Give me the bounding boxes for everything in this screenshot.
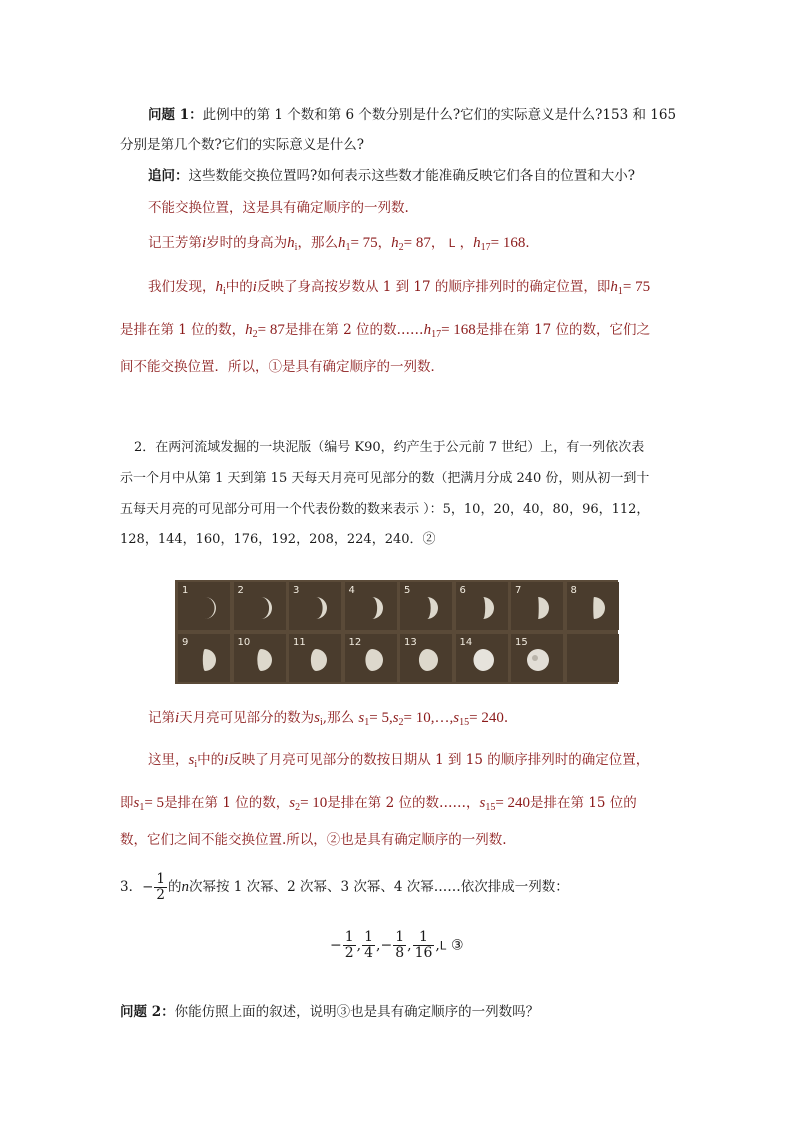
moon-full-disc xyxy=(527,649,549,671)
moon-lit-part xyxy=(205,597,216,619)
sub-1-4: 1 xyxy=(139,802,145,813)
sequence-line xyxy=(330,930,464,961)
t1-num: 1 xyxy=(344,929,354,945)
moon-icon xyxy=(414,647,440,673)
moon-day-number: 7 xyxy=(515,585,522,596)
here-2b: = 5 xyxy=(144,795,165,811)
moon-icon xyxy=(581,595,607,621)
moon-day-number: 8 xyxy=(570,585,577,596)
moon-icon xyxy=(470,647,496,673)
moon-cell xyxy=(511,634,563,682)
sub-2-3: 2 xyxy=(398,717,404,728)
h-prefix: 记王芳第 xyxy=(148,235,202,251)
t4-den: 16 xyxy=(414,945,433,961)
h1-value: = 75 xyxy=(350,235,378,251)
moon-cell xyxy=(567,582,619,630)
moon-icon xyxy=(303,595,329,621)
item2-line-3: 五每天月亮的可见部分可用一个代表份数的数来表示 ）：5，10，20，40，80，96，112， xyxy=(120,502,650,517)
moon-icon xyxy=(470,595,496,621)
moon-lit-part xyxy=(257,649,272,671)
var-s1-2: s xyxy=(133,795,140,811)
q1-line-2 xyxy=(120,133,364,153)
moon-icon xyxy=(525,647,551,673)
t4-num: 1 xyxy=(413,930,435,946)
moon-day-number: 11 xyxy=(293,637,306,648)
var-h17-2: h xyxy=(423,322,432,338)
t3-num: 1 xyxy=(395,929,405,945)
var-s1: s xyxy=(358,710,365,726)
moon-day-number: 2 xyxy=(237,585,244,596)
q2-text: 你能仿照上面的叙述，说明③也是具有确定顺序的一列数吗？ xyxy=(174,1004,540,1020)
var-h1-2: h xyxy=(610,279,618,295)
found-a: 我们发现， xyxy=(148,279,216,295)
found-line-2 xyxy=(120,318,650,340)
sub-i-4: i xyxy=(194,759,198,770)
comma-2: , xyxy=(376,937,381,954)
here-line-1 xyxy=(148,748,649,770)
moon-day-number: 5 xyxy=(404,585,411,596)
found-line-3: 间不能交换位置．所以，①是具有确定顺序的一列数． xyxy=(120,359,444,375)
s-prefix: 记第 xyxy=(148,710,175,726)
moon-icon xyxy=(192,595,218,621)
moon-cell xyxy=(178,582,230,630)
t2-num: 1 xyxy=(364,929,374,945)
tail-glyph: L xyxy=(439,938,447,953)
moon-lit-part xyxy=(473,649,494,671)
followup-text: 这些数能交换位置吗?如何表示这些数才能准确反映它们各自的位置和大小? xyxy=(188,168,635,184)
here-2a: 即 xyxy=(120,795,134,811)
item3-text: 次幂按 1 次幂、2 次幂、3 次幂、4 次幂……依次排成一列数： xyxy=(189,879,569,895)
moon-cell xyxy=(400,582,452,630)
moon-day-number: 4 xyxy=(348,585,355,596)
q1-line-1 xyxy=(148,103,676,123)
moon-phases-image xyxy=(175,580,618,684)
h17-value: = 168 xyxy=(490,235,526,251)
s-middle: 天月亮可见部分的数为 xyxy=(179,710,315,726)
moon-cell xyxy=(289,582,341,630)
h-definition-line: 记王芳第i岁时的身高为$h_i$，那么$h_1= 75$，$h_2= 87$， L ，$h_{17}= 168$． xyxy=(148,235,539,253)
var-s: s xyxy=(314,710,321,726)
moon-mare xyxy=(532,655,538,661)
term-3 xyxy=(393,930,406,961)
fraction-half xyxy=(154,872,167,903)
moon-icon xyxy=(303,647,329,673)
h-middle: 岁时的身高为 xyxy=(206,235,288,251)
moon-cell xyxy=(456,582,508,630)
item2-line-1: 2．在两河流域发掘的一块泥版（编号 K90，约产生于公元前 7 世纪）上，有一列依次表 xyxy=(134,440,645,455)
moon-day-number: 12 xyxy=(348,637,362,648)
moon-day-number: 9 xyxy=(182,637,189,648)
comma-1: , xyxy=(356,937,362,954)
sep-1: ， xyxy=(377,235,392,251)
here-line-2 xyxy=(120,791,637,813)
var-i: i xyxy=(202,235,207,251)
item3-minus: − xyxy=(142,879,154,895)
sep-3: ， xyxy=(459,235,474,251)
sub-i-3: i xyxy=(320,717,323,728)
var-n: n xyxy=(181,879,189,895)
var-s15-2: s xyxy=(479,795,486,811)
empty-cell xyxy=(567,634,619,682)
moon-day-number: 1 xyxy=(182,585,189,596)
frac-num: 1 xyxy=(156,871,165,887)
item3-of: 的 xyxy=(168,879,182,895)
q1-text-a: 此例中的第 1 个数和第 6 个数分别是什么?它们的实际意义是什么?153 和 165 xyxy=(202,107,677,123)
here-2g: 是排在第 15 位的 xyxy=(530,795,637,811)
item2-line-4: 128，144，160，176，192，208，224，240．② xyxy=(120,532,436,547)
s15-value: = 240 xyxy=(469,710,504,726)
circled-3: ③ xyxy=(451,937,464,954)
item3-prefix: 3． xyxy=(120,879,143,895)
sub-2-4: 2 xyxy=(295,802,301,813)
here-a: 这里， xyxy=(148,752,189,768)
here-2f: = 240 xyxy=(495,795,531,811)
s2-value: = 10,…, xyxy=(403,710,454,726)
var-i-2: i xyxy=(252,279,257,295)
s-end: . xyxy=(503,710,509,726)
here-2d: = 10 xyxy=(300,795,328,811)
found-2c: 是排在第 2 位的数…… xyxy=(284,322,424,338)
moon-icon xyxy=(525,595,551,621)
t2-den: 4 xyxy=(364,945,374,961)
found-b: 中的 xyxy=(225,279,253,295)
moon-cell xyxy=(234,634,286,682)
h-then: ，那么 xyxy=(297,235,338,251)
moon-cell xyxy=(234,582,286,630)
moon-day-number: 13 xyxy=(404,637,417,648)
moon-lit-part xyxy=(483,597,494,619)
found-2b: = 87 xyxy=(257,322,285,338)
moon-icon xyxy=(359,595,385,621)
var-h2: h xyxy=(391,235,399,251)
here-c: 反映了月亮可见部分的数按日期从 1 到 15 的顺序排列时的确定位置， xyxy=(228,752,650,768)
moon-cell xyxy=(178,634,230,682)
followup-line xyxy=(148,164,635,184)
term-4 xyxy=(413,930,435,961)
found-line-1 xyxy=(148,275,650,297)
answer-1: 不能交换位置，这是具有确定顺序的一列数. xyxy=(148,200,409,216)
moon-icon xyxy=(192,647,218,673)
item2-line-2: 示一个月中从第 1 天到第 15 天每天月亮可见部分的数（把满月分成 240 份，则从初一到十 xyxy=(120,471,650,486)
var-h2-2: h xyxy=(245,322,253,338)
moon-day-number: 6 xyxy=(459,585,466,596)
var-h17: h xyxy=(473,235,481,251)
sub-i: i xyxy=(294,242,298,253)
sub-1-3: 1 xyxy=(364,717,370,728)
found-eq: = 75 xyxy=(622,279,651,295)
moon-cell xyxy=(289,634,341,682)
var-s2: s xyxy=(392,710,399,726)
q1-text-b: 分别是第几个数?它们的实际意义是什么? xyxy=(120,137,364,153)
found-2e: 是排在第 17 位的数，它们之 xyxy=(475,322,651,338)
sep-2: ， xyxy=(430,235,445,251)
sub-1-2: 1 xyxy=(617,286,623,297)
var-h: h xyxy=(287,235,295,251)
here-2e: 是排在第 2 位的数……， xyxy=(327,795,480,811)
moon-cell xyxy=(345,634,397,682)
ellipsis-glyph: L xyxy=(448,236,456,250)
found-c: 反映了身高按岁数从 1 到 17 的顺序排列时的确定位置，即 xyxy=(256,279,611,295)
sub-i-2: i xyxy=(223,286,226,297)
var-s2-2: s xyxy=(289,795,296,811)
here-2c: 是排在第 1 位的数， xyxy=(164,795,290,811)
var-h1: h xyxy=(337,235,346,251)
moon-icon xyxy=(414,595,440,621)
moon-icon xyxy=(359,647,385,673)
sub-15-2: 15 xyxy=(485,802,496,813)
moon-cell xyxy=(456,634,508,682)
moon-cell xyxy=(345,582,397,630)
moon-lit-part xyxy=(427,597,438,619)
q2-line xyxy=(120,1000,539,1020)
moon-lit-part xyxy=(365,649,383,671)
t1-sign: − xyxy=(330,937,342,954)
moon-cell xyxy=(511,582,563,630)
s1-value: = 5, xyxy=(369,710,393,726)
moon-day-number: 14 xyxy=(459,637,473,648)
var-i-3: i xyxy=(175,710,180,726)
var-h-i: h xyxy=(215,279,223,295)
here-line-3: 数，它们之间不能交换位置.所以，②也是具有确定顺序的一列数. xyxy=(120,832,507,848)
moon-lit-part xyxy=(372,597,383,619)
moon-day-number: 10 xyxy=(237,637,251,648)
var-i-4: i xyxy=(224,752,229,768)
item3-line xyxy=(120,872,569,903)
sub-2-2: 2 xyxy=(252,329,258,340)
t3-den: 8 xyxy=(395,945,405,961)
moon-cell xyxy=(400,634,452,682)
moon-lit-part xyxy=(316,597,327,619)
moon-lit-part xyxy=(593,597,605,619)
var-s15: s xyxy=(453,710,460,726)
t3-sign: − xyxy=(380,937,393,954)
frac-den: 2 xyxy=(156,887,165,903)
sub-17: 17 xyxy=(480,242,491,253)
term-1 xyxy=(343,930,356,961)
comma-3: , xyxy=(407,937,412,954)
moon-lit-part xyxy=(203,649,216,671)
q2-label: 问题 2： xyxy=(120,1004,175,1020)
moon-lit-part xyxy=(311,649,327,671)
h2-value: = 87 xyxy=(403,235,431,251)
s-then: ,那么 xyxy=(322,710,355,726)
sub-1: 1 xyxy=(345,242,351,253)
found-2d: = 168 xyxy=(441,322,476,338)
moon-day-number: 3 xyxy=(293,585,300,596)
q1-label: 问题 1： xyxy=(148,107,203,123)
sub-17-2: 17 xyxy=(431,329,442,340)
sub-2: 2 xyxy=(398,242,404,253)
moon-lit-part xyxy=(261,597,272,619)
here-b: 中的 xyxy=(197,752,225,768)
comma-4: , xyxy=(435,937,440,954)
moon-lit-part xyxy=(419,649,438,671)
moon-lit-part xyxy=(538,597,549,619)
var-s-i: s xyxy=(188,752,195,768)
s-definition-line xyxy=(148,706,508,728)
sub-15: 15 xyxy=(459,717,470,728)
moon-day-number: 15 xyxy=(515,637,528,648)
t1-den: 2 xyxy=(344,945,354,961)
found-2a: 是排在第 1 位的数， xyxy=(120,322,246,338)
term-2 xyxy=(362,930,375,961)
followup-label: 追问： xyxy=(148,168,189,184)
moon-icon xyxy=(248,647,274,673)
moon-icon xyxy=(248,595,274,621)
